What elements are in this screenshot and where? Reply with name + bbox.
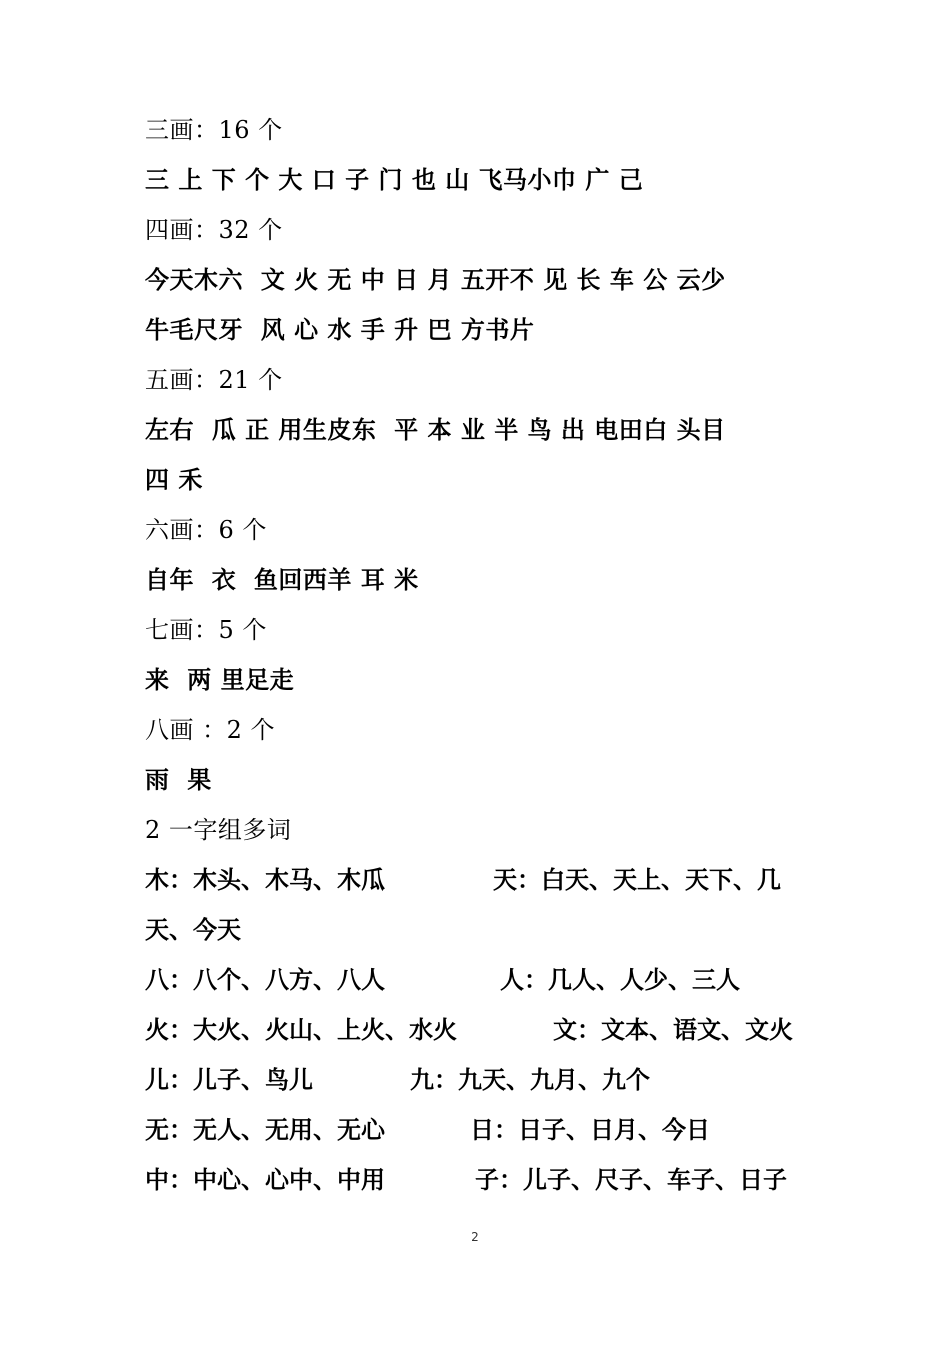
word-row-right: 子：儿子、尺子、车子、日子	[475, 1165, 787, 1194]
char-list-line: 三 上 下 个 大 口 子 门 也 山 飞马小巾 广 己	[145, 165, 644, 194]
section-heading-six-strokes: 六画：6 个	[145, 516, 267, 544]
word-row-right: 文：文本、语文、文火	[553, 1015, 793, 1044]
char-list-line: 今天木六 文 火 无 中 日 月 五开不 见 长 车 公 云少	[145, 265, 726, 294]
char-list-line: 来 两 里足走	[145, 665, 295, 694]
char-list-line: 自年 衣 鱼回西羊 耳 米	[145, 565, 419, 594]
word-row-left: 火：大火、火山、上火、水火	[145, 1015, 457, 1044]
word-row-left: 木：木头、木马、木瓜	[145, 865, 385, 894]
page-content	[145, 105, 825, 1205]
word-row-left: 中：中心、心中、中用	[145, 1165, 385, 1194]
word-row-right: 天：白天、天上、天下、几	[493, 865, 781, 894]
char-list-line: 雨 果	[145, 765, 212, 794]
word-row-right: 九：九天、九月、九个	[410, 1065, 650, 1094]
word-row-right: 人：几人、人少、三人	[500, 965, 740, 994]
page-number: 2	[471, 1230, 479, 1244]
word-row	[145, 955, 825, 1005]
word-section-title: 2 一字组多词	[145, 816, 292, 844]
char-list-line: 左右 瓜 正 用生皮东 平 本 业 半 鸟 出 电田白 头目	[145, 415, 726, 444]
word-row	[145, 1005, 825, 1055]
char-list-line: 四 禾	[145, 465, 203, 494]
section-heading-seven-strokes: 七画：5 个	[145, 616, 267, 644]
section-heading-eight-strokes: 八画 ：2 个	[145, 716, 276, 744]
section-heading-five-strokes: 五画：21 个	[145, 366, 283, 394]
word-row-left: 儿：儿子、鸟儿	[145, 1065, 313, 1094]
word-row-left: 无：无人、无用、无心	[145, 1115, 385, 1144]
word-row	[145, 855, 825, 905]
word-row	[145, 1155, 825, 1205]
char-list-line: 牛毛尺牙 风 心 水 手 升 巴 方书片	[145, 315, 535, 344]
word-row	[145, 1105, 825, 1155]
section-heading-three-strokes: 三画：16 个	[145, 116, 283, 144]
word-row-left: 天、今天	[145, 915, 241, 944]
word-row	[145, 905, 825, 955]
word-row-right: 日：日子、日月、今日	[470, 1115, 710, 1144]
word-row-left: 八：八个、八方、八人	[145, 965, 385, 994]
section-heading-four-strokes: 四画：32 个	[145, 216, 283, 244]
word-row	[145, 1055, 825, 1105]
